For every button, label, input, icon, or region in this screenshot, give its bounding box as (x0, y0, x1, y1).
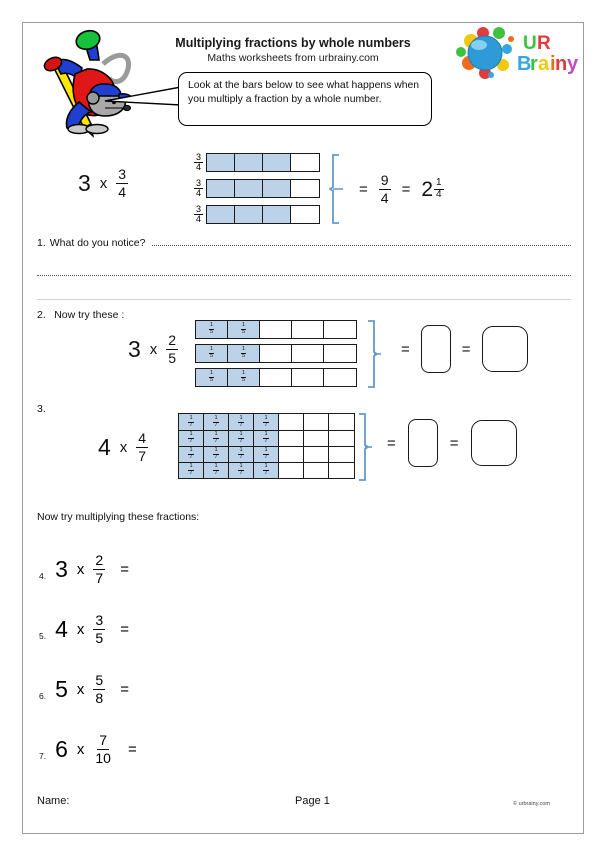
cell-label-numerator: 1 (209, 346, 214, 353)
cell-label-numerator: 1 (239, 447, 243, 454)
question-2-expression (128, 333, 178, 365)
page-frame (22, 22, 584, 834)
bar (206, 179, 320, 198)
question-3-answer-box-mixed[interactable] (471, 420, 517, 466)
bar-cell-shaded (254, 462, 279, 478)
bar-row (179, 462, 354, 478)
bar-row (195, 368, 357, 387)
practice-item-6-fraction (93, 673, 105, 705)
page-number: Page 1 (295, 795, 330, 807)
bar-cell-empty (279, 430, 304, 446)
bar-cell-shaded (229, 462, 254, 478)
cell-label-denominator: 7 (189, 454, 193, 460)
bar-row-label (191, 205, 206, 225)
bar-cell-empty (291, 180, 319, 197)
bar (206, 153, 320, 172)
bar-row (191, 205, 320, 225)
cell-label-numerator: 1 (264, 431, 268, 438)
bar-cell-empty (324, 321, 356, 338)
bar-cell-shaded (263, 206, 291, 223)
section-divider (37, 299, 571, 300)
mixed-whole: 2 (421, 177, 434, 201)
question-1-answer-line-2[interactable] (37, 275, 571, 276)
bar-cell-shaded (207, 180, 235, 197)
example-brace (329, 153, 345, 225)
bar-row (195, 344, 357, 363)
cell-label-numerator: 1 (189, 414, 193, 421)
bar-cell-shaded (204, 462, 229, 478)
bar-row-label (191, 179, 206, 199)
practice-item-7-times-sign: x (76, 740, 85, 758)
cell-label-denominator: 7 (214, 470, 218, 476)
cell-label-numerator: 1 (239, 431, 243, 438)
practice-item-4-fraction (93, 553, 105, 585)
question-3-bar-model (178, 413, 355, 479)
practice-item-6-numerator: 5 (95, 672, 104, 688)
bar-cell-empty (304, 430, 329, 446)
question-3-answer-box-improper[interactable] (408, 419, 438, 467)
cell-label-denominator: 7 (239, 421, 243, 428)
cell-label-numerator: 1 (241, 322, 246, 329)
bar-cell-empty (260, 321, 292, 338)
cell-label-numerator: 1 (264, 414, 268, 421)
practice-item-4-equals: = (120, 560, 129, 578)
practice-section (23, 511, 585, 791)
practice-item-4-number: 4. (39, 571, 47, 582)
cell-label-denominator: 5 (209, 329, 214, 335)
bar-label-denominator: 4 (195, 162, 201, 173)
question-3-times-sign: x (119, 438, 128, 456)
cell-label-denominator: 5 (209, 353, 214, 359)
bar (195, 320, 357, 339)
svg-text:n: n (555, 53, 568, 75)
cell-label-denominator: 5 (241, 329, 246, 335)
bar-cell-empty (260, 369, 292, 386)
cell-label-denominator: 7 (189, 470, 193, 476)
practice-item-7 (39, 733, 137, 765)
question-3-equals-2: = (449, 434, 459, 452)
bar-row (191, 153, 320, 173)
cell-label-denominator: 7 (264, 470, 268, 476)
cell-label-numerator: 1 (214, 447, 218, 454)
bar-cell-empty (329, 446, 354, 462)
example-equals-2: = (401, 180, 411, 198)
cell-label-numerator: 1 (239, 463, 243, 470)
bar-cell-shaded (207, 206, 235, 223)
bar-cell-empty (304, 414, 329, 430)
bar-cell-shaded (229, 446, 254, 462)
question-3-whole: 4 (98, 433, 111, 460)
question-3-expression (98, 431, 148, 463)
question-2-equals-1: = (401, 340, 410, 358)
bar-cell-shaded (254, 446, 279, 462)
example-expression (78, 167, 128, 199)
example-equals-1: = (359, 180, 368, 198)
question-3-fraction (136, 431, 148, 463)
practice-item-5-number: 5. (39, 631, 47, 642)
practice-item-7-number: 7. (39, 751, 47, 762)
bar-cell-shaded (196, 321, 228, 338)
svg-text:B: B (517, 53, 532, 75)
question-3-equals-1: = (387, 434, 396, 452)
practice-item-4-numerator: 2 (95, 552, 104, 568)
cell-label-denominator: 7 (239, 438, 243, 444)
question-3-brace (357, 412, 373, 482)
footer (23, 791, 585, 831)
bar-cell-shaded (228, 321, 260, 338)
cell-label-numerator: 1 (189, 447, 193, 454)
bar (195, 344, 357, 363)
practice-item-5 (39, 613, 129, 645)
question-3-answer-area (387, 419, 517, 467)
cell-label-numerator: 1 (189, 463, 193, 470)
cell-label-denominator: 7 (239, 454, 243, 460)
bar-cell-shaded (207, 154, 235, 171)
bar-cell-shaded (235, 180, 263, 197)
cell-label-numerator: 1 (214, 463, 218, 470)
bar-cell-shaded (196, 369, 228, 386)
bar-cell-shaded (235, 154, 263, 171)
example-whole: 3 (78, 169, 91, 196)
question-2-fraction (166, 333, 178, 365)
bar-row (195, 320, 357, 339)
bar-label-numerator: 3 (195, 203, 201, 214)
bar-label-numerator: 3 (195, 177, 201, 188)
bar-cell-shaded (254, 414, 279, 430)
question-3-fraction-numerator: 4 (138, 430, 147, 446)
question-2-number: 2. (37, 309, 46, 321)
question-2-times-sign: x (149, 340, 158, 358)
page-title: Multiplying fractions by whole numbers (175, 36, 411, 50)
svg-text:R: R (537, 33, 551, 54)
example-improper-result (379, 173, 391, 205)
practice-item-7-denominator: 10 (95, 749, 111, 766)
svg-text:y: y (567, 53, 579, 75)
bar-row-label (191, 153, 206, 173)
practice-item-5-denominator: 5 (95, 629, 104, 646)
practice-item-5-fraction (93, 613, 105, 645)
title-block (143, 35, 443, 66)
question-2-text: Now try these : (54, 309, 125, 321)
practice-item-6-whole: 5 (55, 675, 68, 702)
svg-text:i: i (550, 53, 556, 75)
cell-label-denominator: 7 (264, 454, 268, 460)
cell-label-denominator: 7 (239, 470, 243, 476)
bar-cell-shaded (228, 345, 260, 362)
bar-cell-empty (260, 345, 292, 362)
practice-item-7-fraction (93, 733, 113, 765)
example-fraction-numerator: 3 (118, 166, 127, 182)
mixed-denominator: 4 (436, 188, 442, 200)
practice-item-6-denominator: 8 (95, 689, 104, 706)
cell-label-denominator: 5 (209, 377, 214, 383)
cell-label-denominator: 7 (189, 438, 193, 444)
bar-cell-empty (329, 430, 354, 446)
bar-cell-shaded (229, 414, 254, 430)
example-bar-model (191, 153, 320, 225)
speech-bubble-text: Look at the bars below to see what happens when you multiply a fraction by a whole number. (188, 80, 420, 105)
bar-label-denominator: 4 (195, 214, 201, 225)
practice-item-6 (39, 673, 129, 705)
example-fraction-denominator: 4 (118, 183, 127, 200)
question-3 (23, 395, 585, 495)
name-label: Name: (37, 795, 70, 807)
improper-numerator: 9 (380, 172, 389, 188)
cell-label-numerator: 1 (189, 431, 193, 438)
bar-cell-shaded (179, 430, 204, 446)
bar-cell-shaded (179, 414, 204, 430)
cell-label-numerator: 1 (241, 346, 246, 353)
cell-label-numerator: 1 (264, 447, 268, 454)
question-2-whole: 3 (128, 335, 141, 362)
cell-label-numerator: 1 (214, 431, 218, 438)
practice-item-4-whole: 3 (55, 555, 68, 582)
bar-cell-empty (279, 446, 304, 462)
cell-label-denominator: 7 (264, 438, 268, 444)
example-result (359, 173, 444, 205)
cell-label-denominator: 7 (189, 421, 193, 428)
question-3-fraction-denominator: 7 (138, 447, 147, 464)
question-2-answer-area (401, 325, 528, 373)
question-3-number: 3. (37, 403, 46, 415)
speech-bubble (178, 72, 432, 126)
example-mixed-result (421, 178, 443, 200)
question-2-fraction-numerator: 2 (168, 332, 177, 348)
cell-label-denominator: 7 (264, 421, 268, 428)
cell-label-numerator: 1 (264, 463, 268, 470)
improper-denominator: 4 (380, 189, 389, 206)
practice-item-6-equals: = (120, 680, 129, 698)
cell-label-numerator: 1 (214, 414, 218, 421)
question-2-answer-box-mixed[interactable] (482, 326, 528, 372)
cell-label-denominator: 7 (214, 438, 218, 444)
cell-label-denominator: 7 (214, 421, 218, 428)
mixed-numerator: 1 (436, 177, 442, 189)
svg-text:U: U (523, 33, 537, 54)
practice-item-6-times-sign: x (76, 680, 85, 698)
bar-cell-shaded (263, 154, 291, 171)
bar-label-numerator: 3 (195, 152, 201, 162)
bar-cell-shaded (204, 446, 229, 462)
practice-item-7-equals: = (127, 740, 137, 758)
bar-cell-empty (324, 369, 356, 386)
bar-cell-empty (292, 345, 324, 362)
example-fraction (116, 167, 128, 199)
question-2-brace (366, 319, 382, 389)
practice-item-4 (39, 553, 129, 585)
question-2-fraction-denominator: 5 (168, 349, 177, 366)
speech-bubble-tail (103, 83, 183, 117)
question-1-text: What do you notice? (49, 237, 146, 249)
copyright-notice: © urbrainy.com (513, 801, 550, 807)
bar-cell-empty (304, 462, 329, 478)
practice-item-5-numerator: 3 (95, 612, 104, 628)
question-2-equals-2: = (461, 340, 471, 358)
bar-cell-empty (304, 446, 329, 462)
cell-label-numerator: 1 (209, 322, 214, 329)
bar-cell-shaded (235, 206, 263, 223)
cell-label-denominator: 7 (214, 454, 218, 460)
header (23, 23, 585, 133)
practice-item-4-denominator: 7 (95, 569, 104, 586)
practice-item-5-equals: = (120, 620, 129, 638)
practice-item-7-numerator: 7 (99, 732, 108, 748)
practice-heading: Now try multiplying these fractions: (37, 511, 200, 523)
bar-cell-empty (292, 321, 324, 338)
bar-cell-shaded (254, 430, 279, 446)
bar-cell-empty (324, 345, 356, 362)
bar-cell-empty (329, 414, 354, 430)
question-2-bar-model (195, 320, 357, 387)
bar-row (191, 179, 320, 199)
practice-item-7-whole: 6 (55, 735, 68, 762)
bar-cell-empty (292, 369, 324, 386)
bar-cell-empty (279, 462, 304, 478)
bar-cell-shaded (196, 345, 228, 362)
bar-row (179, 414, 354, 430)
bar-cell-empty (291, 206, 319, 223)
bar (206, 205, 320, 224)
bar (195, 368, 357, 387)
question-2-answer-box-improper[interactable] (421, 325, 451, 373)
bar-cell-empty (279, 414, 304, 430)
practice-item-5-whole: 4 (55, 615, 68, 642)
question-1-answer-line-1[interactable] (152, 245, 572, 246)
worked-example (23, 145, 585, 227)
page-subtitle: Maths worksheets from urbrainy.com (207, 52, 379, 64)
bar-cell-empty (329, 462, 354, 478)
example-times-sign: x (99, 174, 108, 192)
bar-label-denominator: 4 (195, 188, 201, 199)
bar-cell-shaded (229, 430, 254, 446)
bar-cell-shaded (204, 430, 229, 446)
practice-item-4-times-sign: x (76, 560, 85, 578)
svg-text:a: a (538, 53, 550, 75)
bar-cell-shaded (263, 180, 291, 197)
bar-cell-shaded (228, 369, 260, 386)
svg-text:r: r (530, 53, 538, 75)
cell-label-numerator: 1 (209, 370, 214, 377)
practice-item-6-number: 6. (39, 691, 47, 702)
cell-label-denominator: 5 (241, 377, 246, 383)
cell-label-numerator: 1 (239, 414, 243, 421)
bar-cell-shaded (204, 414, 229, 430)
bar-row (179, 430, 354, 446)
bar-row (179, 446, 354, 462)
practice-item-5-times-sign: x (76, 620, 85, 638)
bar-cell-empty (291, 154, 319, 171)
cell-label-numerator: 1 (241, 370, 246, 377)
cell-label-denominator: 5 (241, 353, 246, 359)
question-1 (23, 233, 585, 303)
question-1-number: 1. (37, 237, 46, 249)
urbrainy-globe-logo[interactable] (453, 25, 581, 81)
question-2 (23, 305, 585, 401)
bar-cell-shaded (179, 446, 204, 462)
bar-cell-shaded (179, 462, 204, 478)
